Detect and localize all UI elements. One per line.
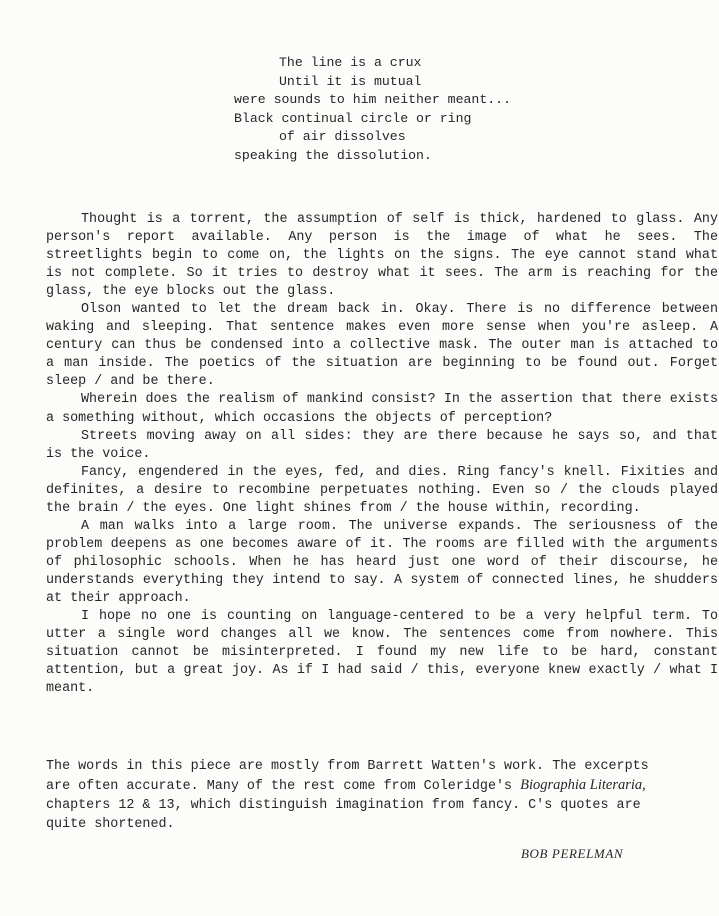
epigraph-poem: [234, 54, 511, 166]
prose-paragraph: Thought is a torrent, the assumption of self is thick, hardened to glass. Any person's report available. Any person is the image of what he sees. The streetlights begin to come on, the lights on the signs. The eye cannot stand what is not complete. So it tries to destroy what it sees. The arm is reaching for the glass, the eye blocks out the glass.: [46, 212, 718, 300]
prose-paragraph: Olson wanted to let the dream back in. Okay. There is no difference between waking and sleeping. That sentence makes even more sense when you're asleep. A century can thus be condensed into a collective mask. The outer man is attached to a man inside. The poetics of the situation are beginning to be found out. Forget sleep / and be there.: [46, 302, 718, 390]
source-note-text: The words in this piece are mostly from Barrett Watten's work. The excerpts are often accurate. Many of the rest come from Coleridge's: [46, 759, 649, 794]
prose-paragraph: Fancy, engendered in the eyes, fed, and dies. Ring fancy's knell. Fixities and definites, a desire to recombine perpetuates nothing. Even so / the clouds played the brain / the eyes. One light shines from / the house within, recording.: [46, 464, 718, 516]
prose-paragraph: I hope no one is counting on language-centered to be a very helpful term. To utter a single word changes all we know. The sentences come from nowhere. This situation cannot be misinterpreted. I found my new life to be hard, constant attention, but a great joy. As if I had said / this, everyone knew exactly / what I meant.: [46, 609, 718, 697]
book-title: Biographia Literaria,: [520, 777, 646, 793]
poem-line: The line is a crux: [279, 55, 422, 70]
poem-line: speaking the dissolution.: [234, 147, 432, 163]
prose-paragraph: Wherein does the realism of mankind consist? In the assertion that there exists a something without, which occasions the objects of perception?: [46, 392, 718, 426]
prose-body: [46, 211, 718, 698]
author-signature: BOB PERELMAN: [521, 846, 624, 861]
source-note-text: chapters 12 & 13, which distinguish imagination from fancy. C's quotes are quite shortened.: [46, 798, 641, 832]
source-note-paragraph: [46, 757, 674, 834]
poem-line: were sounds to him neither meant...: [234, 92, 511, 108]
prose-paragraph: Streets moving away on all sides: they are there because he says so, and that is the voice.: [46, 428, 718, 462]
poem-line: of air dissolves: [279, 129, 406, 145]
poem-line: Until it is mutual: [279, 73, 422, 89]
source-note: [46, 757, 674, 834]
prose-paragraph: A man walks into a large room. The universe expands. The seriousness of the problem deepens as one becomes aware of it. The rooms are filled with the arguments of philosophic schools. When he has heard just one word of their discourse, he understands everything they intend to say. A system of connected lines, he shudders at their approach.: [46, 518, 718, 606]
poem-line: Black continual circle or ring: [234, 110, 472, 126]
